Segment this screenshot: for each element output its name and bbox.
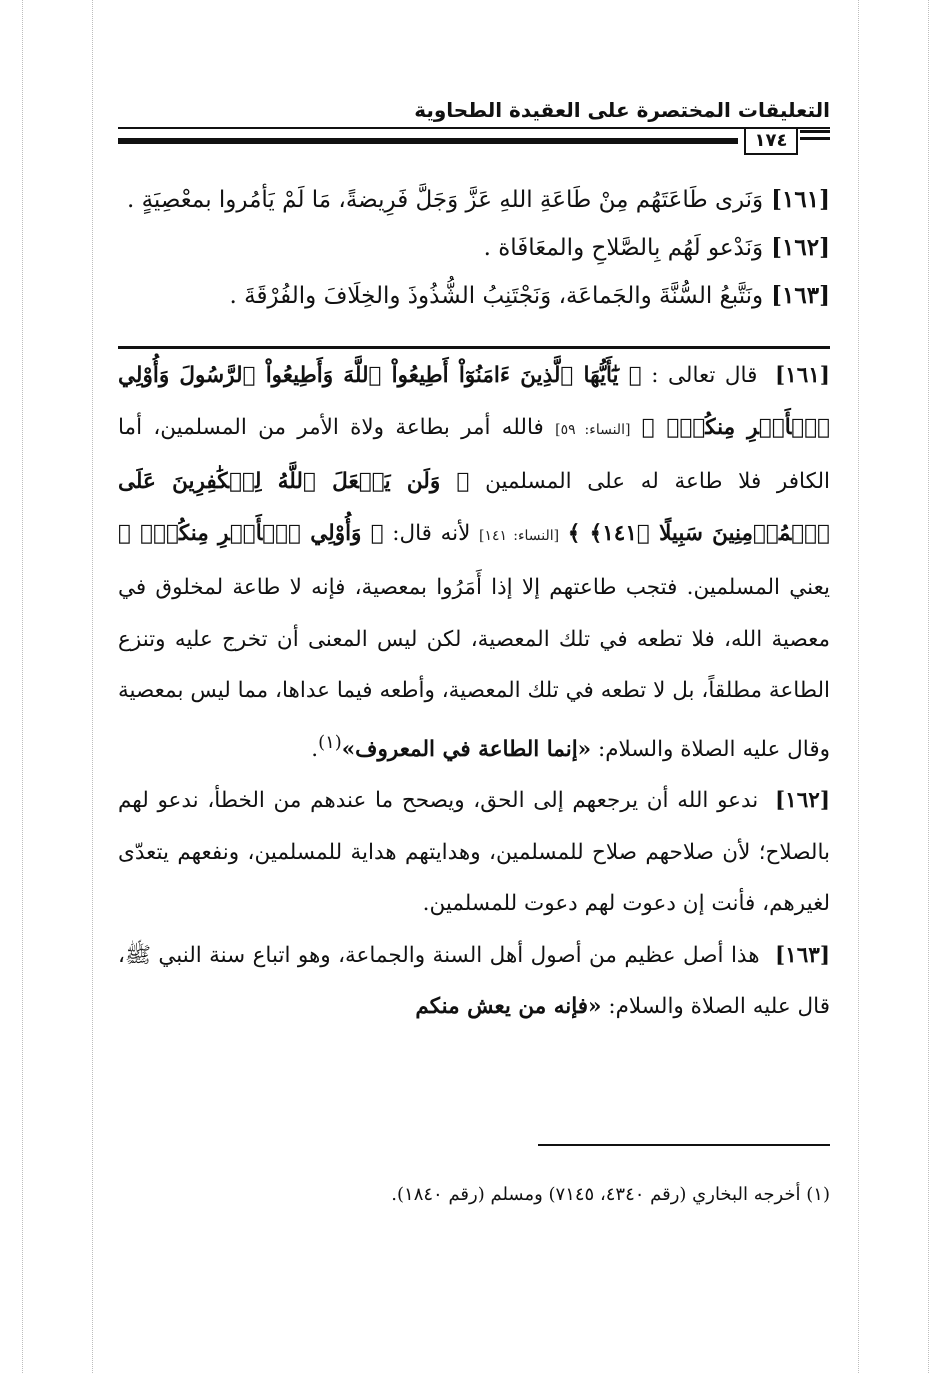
hadith-quote: «إنما الطاعة في المعروف» bbox=[341, 736, 592, 762]
commentary-paragraph-163 bbox=[118, 930, 830, 1033]
quran-verse: ﴿ يَٰٓأَيُّهَا ٱلَّذِينَ ءَامَنُوٓاْ أَطِيعُواْ ٱللَّهَ وَأَطِيعُواْ ٱلرَّسُولَ وَأُوْلِي ٱلۡأَمۡرِ مِنكُمۡۖ ﴾ bbox=[118, 363, 830, 440]
commentary-block bbox=[118, 350, 830, 1033]
matn-text: ونَتَّبعُ السُّنَّةَ والجَماعَة، وَنَجْتَنِبُ الشُّذُوذَ والخِلَافَ والفُرْقَةَ . bbox=[229, 283, 764, 309]
footnote-separator bbox=[538, 1144, 830, 1146]
footnote bbox=[118, 1180, 830, 1210]
matn-block bbox=[118, 176, 830, 320]
running-header-title: التعليقات المختصرة على العقيدة الطحاوية bbox=[414, 98, 830, 122]
hadith-quote: «فإنه من يعش منكم bbox=[415, 994, 602, 1020]
commentary-text: هذا أصل عظيم من أصول أهل السنة والجماعة، وهو اتباع سنة النبي ﷺ، قال عليه الصلاة والسلام: bbox=[118, 942, 830, 1020]
matn-text: وَنَدْعو لَهُم بِالصَّلاحِ والمعَافَاة . bbox=[483, 235, 764, 261]
header-rule-thin bbox=[118, 127, 830, 129]
matn-number: [١٦٣] bbox=[771, 282, 830, 309]
commentary-text: لأنه قال: bbox=[392, 520, 471, 546]
commentary-text: ندعو الله أن يرجعهم إلى الحق، ويصحح ما عندهم من الخطأ، ندعو لهم بالصلاح؛ لأن صلاحهم صلاح للمسلمين، وهدايتهم هداية للمسلمين، ونفعهم يتعدّى لغيرهم، فأنت إن دعوت لهم دعوت للمسلمين. bbox=[118, 788, 830, 917]
verse-reference: [النساء: ٥٩] bbox=[555, 421, 631, 438]
margin-guide-right-inner bbox=[858, 0, 859, 1373]
commentary-text: يعني المسلمين. فتجب طاعتهم إلا إذا أَمَرُوا بمعصية، فإنه لا طاعة لمخلوق في معصية الله، فلا تطعه في تلك المعصية، لكن ليس المعنى أن تخرج عليه وتنزع الطاعة مطلقاً، بل لا تطعه في تلك المعصية، وأطعه فيما عداها، مما ليس بمعصية وقال عليه الصلاة والسلام: bbox=[118, 575, 830, 762]
commentary-number: [١٦٣] bbox=[774, 942, 830, 968]
margin-guide-left-inner bbox=[92, 0, 93, 1373]
commentary-paragraph-162 bbox=[118, 775, 830, 930]
matn-line-161 bbox=[118, 176, 830, 224]
header-rule-tail-1 bbox=[800, 130, 830, 133]
header-rule-thick bbox=[118, 138, 738, 144]
matn-number: [١٦٢] bbox=[771, 234, 830, 261]
commentary-number: [١٦١] bbox=[774, 363, 830, 388]
commentary-paragraph-161 bbox=[118, 350, 830, 775]
footnote-marker: (١) bbox=[318, 731, 342, 753]
quran-verse: ﴿ وَأُوْلِي ٱلۡأَمۡرِ مِنكُمۡۖ ﴾ bbox=[118, 520, 384, 546]
commentary-text: فالله أمر بطاعة ولاة الأمر من المسلمين، أما الكافر فلا طاعة له على المسلمين bbox=[118, 414, 830, 494]
quran-verse: ﴿ وَلَن يَجۡعَلَ ٱللَّهُ لِلۡكَٰفِرِينَ عَلَى ٱلۡمُؤۡمِنِينَ سَبِيلًا ﴿١٤١﴾ ﴾ bbox=[118, 469, 830, 546]
matn-text: وَنَرى طَاعَتَهُم مِنْ طَاعَةِ اللهِ عَزَّ وَجَلَّ فَرِيضةً، مَا لَمْ يَأمُروا بمعْصِيَةٍ . bbox=[126, 187, 764, 213]
commentary-text: قال تعالى : bbox=[651, 363, 758, 388]
header-rule-tail-2 bbox=[800, 137, 830, 140]
commentary-text: . bbox=[311, 736, 319, 762]
matn-line-162 bbox=[118, 224, 830, 272]
margin-guide-right bbox=[928, 0, 929, 1373]
verse-reference: [النساء: ١٤١] bbox=[478, 527, 560, 544]
margin-guide-left bbox=[22, 0, 23, 1373]
page-number: ١٧٤ bbox=[744, 127, 798, 155]
matn-sharh-separator bbox=[118, 346, 830, 349]
footnote-number: (١) bbox=[806, 1184, 830, 1205]
footnote-text: أخرجه البخاري (رقم ٤٣٤٠، ٧١٤٥) ومسلم (رقم ١٨٤٠). bbox=[391, 1184, 801, 1205]
matn-line-163 bbox=[118, 272, 830, 320]
matn-number: [١٦١] bbox=[771, 186, 830, 213]
commentary-number: [١٦٢] bbox=[774, 788, 830, 814]
